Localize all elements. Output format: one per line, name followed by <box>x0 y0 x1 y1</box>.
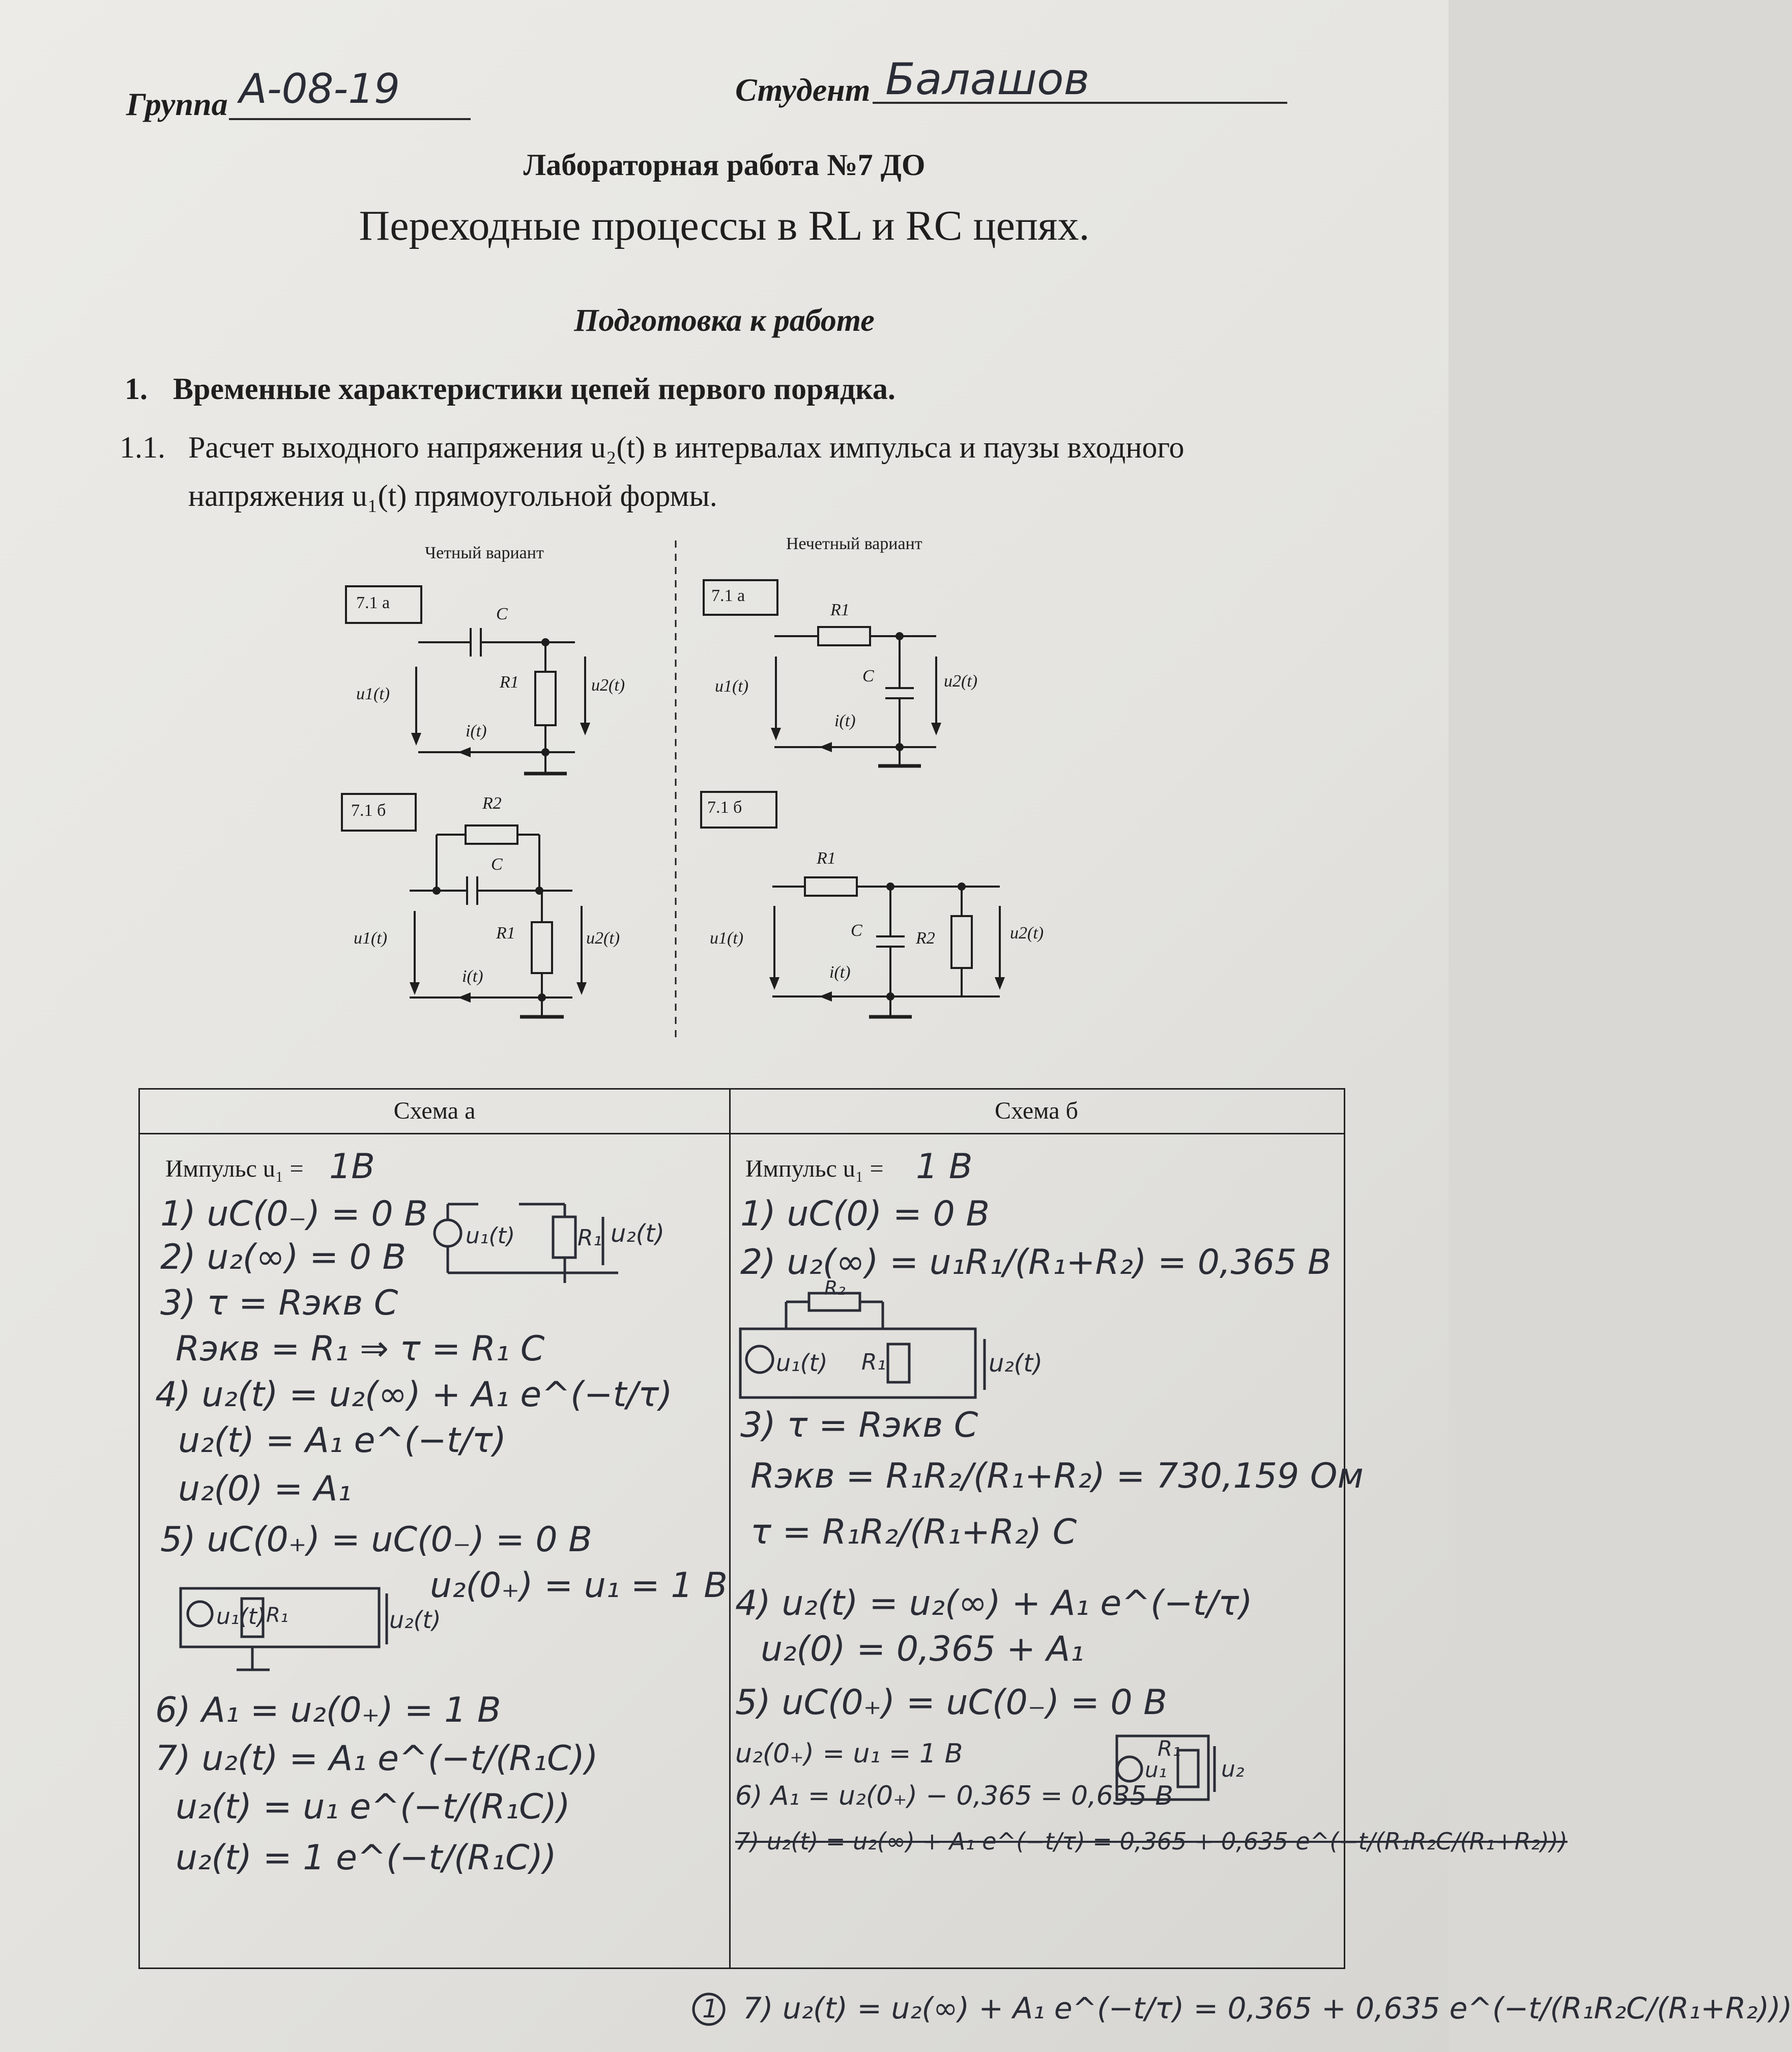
even-b-u2-label: u2(t) <box>586 929 620 948</box>
group-label: Группа <box>126 86 228 122</box>
a-step-4: 4) u₂(t) = u₂(∞) + A₁ e^(−t/τ) <box>155 1375 673 1415</box>
topic-title: Переходные процессы в RL и RC цепях. <box>359 202 1090 249</box>
a-sketch-out-label: u₂(t) <box>611 1219 664 1248</box>
a-step-7-line2: u₂(t) = u₁ e^(−t/(R₁C)) <box>176 1787 570 1827</box>
b-step-3: 3) τ = Rэкв C <box>740 1405 978 1445</box>
even-b-i-label: i(t) <box>462 967 483 986</box>
b-step-2: 2) u₂(∞) = u₁R₁/(R₁+R₂) = 0,365 В <box>740 1242 1332 1282</box>
impulse-a-label: Импульс u₁ = <box>165 1155 304 1182</box>
section-1-1-line2: напряжения u₁(t) прямоугольной формы. <box>188 479 717 512</box>
even-b-c-label: C <box>491 855 503 874</box>
b-step-7-crossed: 7) u₂(t) = u₂(∞) + A₁ e^(−t/τ) = 0,365 + 0,635 e^(−t/(R₁R₂C/(R₁+R₂))) <box>735 1828 1568 1855</box>
footer-final-formula: 7) u₂(t) = u₂(∞) + A₁ e^(−t/τ) = 0,365 + 0,635 e^(−t/(R₁R₂C/(R₁+R₂))) <box>743 1991 1792 2026</box>
student-label: Студент <box>735 72 871 108</box>
odd-a-tag: 7.1 а <box>711 586 745 605</box>
even-a-u1-label: u1(t) <box>356 685 390 703</box>
b-sketch-r-label: R₁ <box>861 1349 886 1375</box>
even-b-r2-label: R2 <box>482 794 502 813</box>
odd-b-r2-label: R2 <box>916 929 935 948</box>
b-sketch-out-label: u₂(t) <box>989 1349 1043 1378</box>
section-1-heading: Временные характеристики цепей первого порядка. <box>173 372 895 406</box>
odd-b-tag: 7.1 б <box>707 798 742 817</box>
odd-a-c-label: C <box>862 667 874 686</box>
prep-title: Подготовка к работе <box>574 303 875 338</box>
section-1-number: 1. <box>125 372 148 406</box>
b-step-4-line2: u₂(0) = 0,365 + A₁ <box>761 1629 1084 1669</box>
column-header-scheme-b: Схема б <box>995 1097 1078 1124</box>
even-variant-title: Четный вариант <box>425 544 544 562</box>
even-b-u1-label: u1(t) <box>354 929 388 948</box>
a-step-5: 5) uC(0₊) = uC(0₋) = 0 В <box>160 1520 592 1560</box>
impulse-b-label: Импульс u₁ = <box>745 1155 884 1182</box>
a-sketch2-r-label: R₁ <box>266 1604 288 1627</box>
even-b-r1-label: R1 <box>496 924 515 943</box>
odd-b-r1-label: R1 <box>817 849 836 868</box>
odd-a-i-label: i(t) <box>834 711 856 730</box>
odd-a-r1-label: R1 <box>830 601 850 619</box>
even-b-tag: 7.1 б <box>351 801 386 820</box>
lab-title: Лабораторная работа №7 ДО <box>523 148 926 182</box>
odd-b-u1-label: u1(t) <box>710 929 744 948</box>
group-value: А-08-19 <box>239 65 400 112</box>
a-step-6: 6) A₁ = u₂(0₊) = 1 В <box>155 1690 501 1730</box>
a-step-7-line3: u₂(t) = 1 e^(−t/(R₁C)) <box>176 1838 557 1878</box>
b-sketch-u-label: u₁(t) <box>776 1349 828 1377</box>
a-sketch-r-label: R₁ <box>577 1225 602 1251</box>
b-step-3-req: Rэкв = R₁R₂/(R₁+R₂) = 730,159 Ом <box>750 1456 1364 1496</box>
impulse-a-value: 1В <box>329 1147 375 1187</box>
b-step-6: 6) A₁ = u₂(0₊) − 0,365 = 0,635 В <box>735 1781 1174 1811</box>
column-header-scheme-a: Схема а <box>393 1097 476 1124</box>
a-step-4-line3: u₂(0) = A₁ <box>178 1469 352 1509</box>
a-step-7: 7) u₂(t) = A₁ e^(−t/(R₁C)) <box>155 1738 598 1779</box>
b-step-3-tau: τ = R₁R₂/(R₁+R₂) C <box>750 1512 1077 1552</box>
student-value: Балашов <box>885 54 1090 105</box>
odd-variant-title: Нечетный вариант <box>786 534 922 553</box>
even-a-c-label: C <box>496 605 508 623</box>
a-step-4-line2: u₂(t) = A₁ e^(−t/τ) <box>178 1420 507 1461</box>
a-sketch2-out-label: u₂(t) <box>389 1606 441 1634</box>
even-a-tag: 7.1 а <box>356 593 390 612</box>
even-a-r1-label: R1 <box>500 673 519 692</box>
b-sketch2-u-label: u₁ <box>1145 1757 1167 1782</box>
a-step-5-result: u₂(0₊) = u₁ = 1 В <box>430 1565 728 1606</box>
a-sketch-u-label: u₁(t) <box>466 1223 515 1249</box>
section-1-1-line1: Расчет выходного напряжения u₂(t) в интервалах импульса и паузы входного <box>188 431 1184 464</box>
b-step-4: 4) u₂(t) = u₂(∞) + A₁ e^(−t/τ) <box>735 1583 1253 1623</box>
odd-b-c-label: C <box>851 921 862 940</box>
b-step-5-result: u₂(0₊) = u₁ = 1 В <box>735 1738 963 1769</box>
impulse-b-value: 1 В <box>916 1147 973 1187</box>
odd-b-u2-label: u2(t) <box>1010 924 1044 943</box>
b-sketch2-out-label: u₂ <box>1221 1756 1245 1782</box>
a-step-3: 3) τ = Rэкв C <box>160 1283 398 1323</box>
odd-a-u1-label: u1(t) <box>715 677 749 696</box>
a-sketch2-u-label: u₁(t) <box>216 1604 266 1630</box>
b-step-5: 5) uC(0₊) = uC(0₋) = 0 В <box>735 1683 1167 1723</box>
even-a-u2-label: u2(t) <box>591 676 625 695</box>
a-step-1: 1) uC(0₋) = 0 В <box>160 1194 428 1234</box>
even-a-i-label: i(t) <box>466 722 487 740</box>
b-sketch-r2-label: R₂ <box>824 1277 846 1299</box>
section-1-1-number: 1.1. <box>120 431 165 464</box>
a-step-3-detail: Rэкв = R₁ ⇒ τ = R₁ C <box>176 1329 545 1369</box>
b-step-1: 1) uC(0) = 0 В <box>740 1194 990 1234</box>
a-step-2: 2) u₂(∞) = 0 В <box>160 1237 407 1277</box>
footer-circle-number: 1 <box>702 1994 718 2023</box>
odd-b-i-label: i(t) <box>829 963 851 982</box>
odd-a-u2-label: u2(t) <box>944 672 978 691</box>
b-sketch2-r-label: R₁ <box>1158 1736 1181 1761</box>
